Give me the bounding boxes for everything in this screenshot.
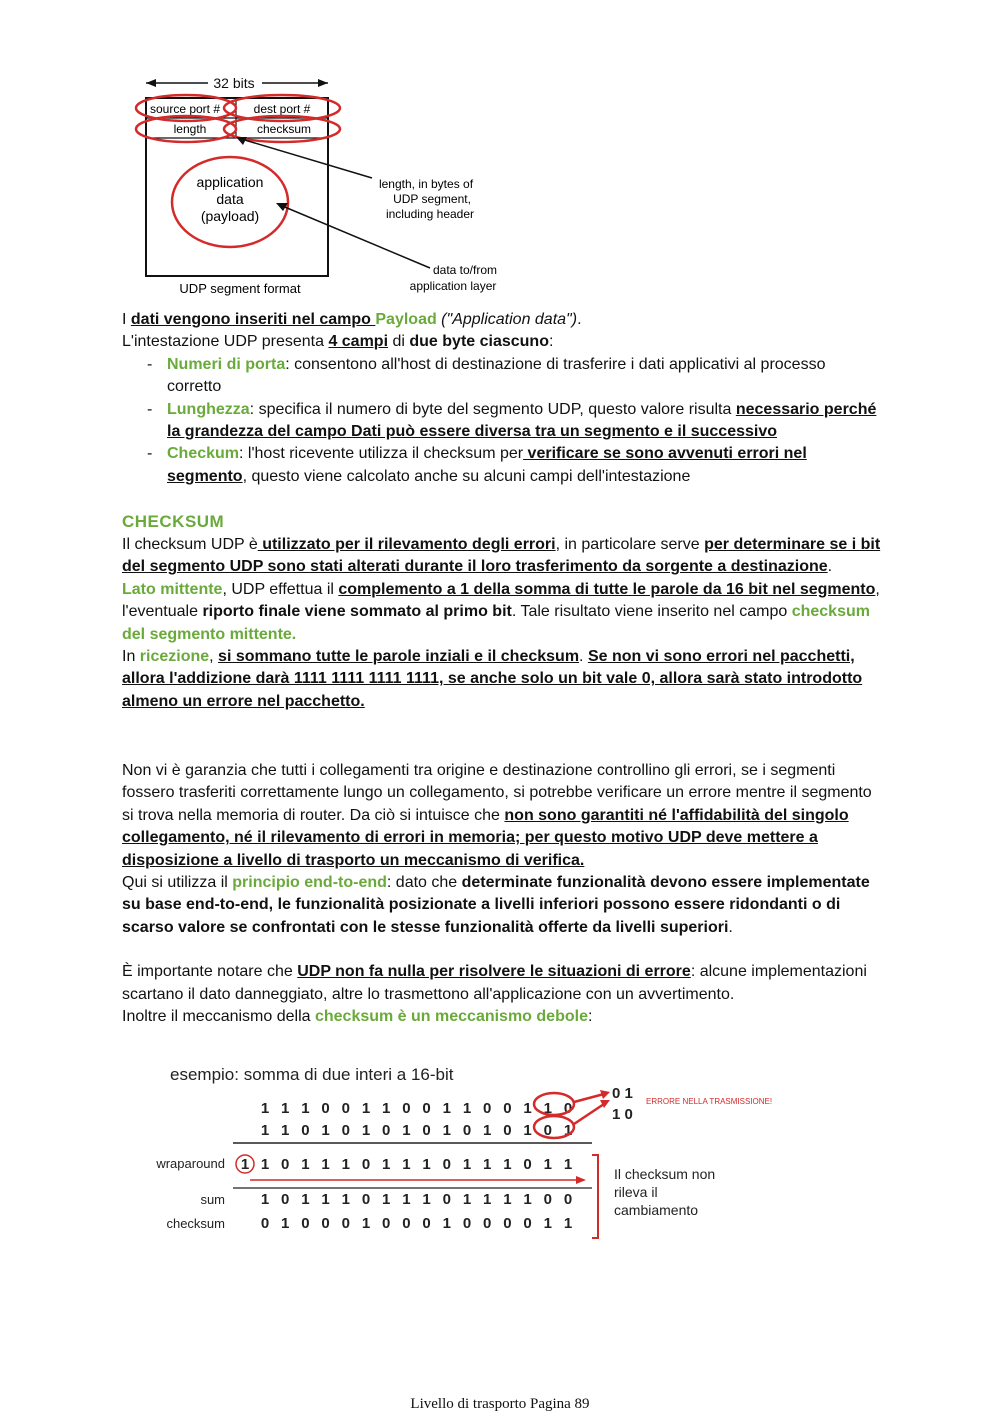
text-run: ricezione — [139, 648, 210, 666]
sum-row-bit: 1 — [341, 1191, 350, 1208]
intro-section — [122, 309, 882, 488]
sum-row-bit: 1 — [382, 1191, 391, 1208]
text-run: L'intestazione UDP presenta — [122, 333, 329, 351]
text-run: ("Application data") — [436, 311, 578, 328]
addend-1-row-bit: 1 — [543, 1100, 552, 1117]
checksum-row-bit: 0 — [462, 1215, 472, 1232]
wraparound-row-bit: 1 — [422, 1156, 431, 1173]
addend-1-row-bit: 1 — [442, 1100, 451, 1117]
wraparound-arrowhead — [576, 1176, 586, 1184]
text-run: necessario perché la grandezza del campo Dati può essere diversa tra un segmento e il successivo — [167, 400, 877, 441]
checksum-paragraph-1 — [122, 534, 882, 579]
checksum-row-bit: 1 — [442, 1215, 451, 1232]
addend-2-row-bit: 1 — [442, 1122, 451, 1139]
length-callout-arrow — [236, 137, 247, 145]
header-fields-list — [122, 354, 882, 488]
text-run: 4 campi — [328, 333, 389, 351]
altered-bits-1: 0 1 — [612, 1085, 633, 1102]
error-arrow-2 — [574, 1104, 604, 1124]
note-line-1: Il checksum non — [614, 1166, 716, 1182]
text-run: : alcune implementazioni scartano il dato danneggiato, altre lo trasmettono all'applicazione con un avvertimento. — [122, 963, 867, 1003]
checksum-row-bit: 0 — [301, 1215, 310, 1232]
wraparound-row-bit: 1 — [260, 1156, 270, 1173]
text-run: Inoltre il meccanismo della — [122, 1008, 315, 1026]
wraparound-row-bit: 1 — [402, 1156, 411, 1173]
text-run: Payload — [375, 311, 437, 328]
sum-row-bit: 1 — [523, 1191, 532, 1208]
wraparound-row-bit: 1 — [563, 1156, 573, 1173]
text-run: Il checksum UDP è — [122, 536, 258, 553]
payload-line-1: application — [196, 174, 264, 190]
checksum-label: checksum — [256, 122, 312, 136]
text-run: Qui si utilizza il — [122, 874, 233, 892]
wraparound-row-bit: 1 — [321, 1156, 330, 1173]
text-run: Se non vi sono errori nel pacchetti, allora l'addizione darà 1111 1111 1111 1111, se anche solo un bit vale 0, allora sarà stato introdotto almeno un errore nel pacchetto. — [122, 648, 863, 710]
sum-row-bit: 1 — [422, 1191, 431, 1208]
text-run: verificare se sono avvenuti errori nel segmento — [167, 445, 807, 485]
checksum-row-bit: 0 — [382, 1215, 391, 1232]
checksum-section — [122, 534, 882, 713]
addend-1-row-bit: 0 — [563, 1100, 573, 1117]
length-callout-line — [238, 138, 372, 178]
addend-2-row-bit: 1 — [281, 1122, 290, 1139]
text-run: . — [827, 558, 833, 576]
addend-2-row-bit: 0 — [543, 1122, 552, 1139]
addend-2-row-bit: 0 — [382, 1122, 391, 1139]
sum-row-bit: 0 — [543, 1191, 552, 1208]
udp-segment-diagram — [130, 70, 510, 305]
length-note-3: including header — [385, 207, 475, 221]
text-run: : consentono all'host di destinazione di trasferire i dati applicativi al processo corretto — [167, 355, 826, 396]
sum-row-bit: 1 — [321, 1191, 330, 1208]
dest-port-label: dest port # — [253, 102, 311, 116]
wraparound-row-bit: 1 — [543, 1156, 552, 1173]
diagram-caption: UDP segment format — [179, 281, 301, 296]
text-run: riporto finale viene sommato al primo bit — [202, 603, 512, 621]
addend-1-row-bit: 1 — [281, 1100, 290, 1117]
list-item — [122, 443, 882, 488]
wraparound-row-bit: 1 — [503, 1156, 512, 1173]
checksum-row-bit: 0 — [402, 1215, 411, 1232]
text-run: per determinare se i bit del segmento UDP sono stati alterati durante il loro trasferimento da sorgente a destinazione — [122, 536, 881, 576]
text-run: , in particolare serve — [555, 536, 705, 553]
wraparound-row-bit: 1 — [341, 1156, 350, 1173]
text-run: dati vengono inseriti nel campo — [130, 311, 376, 328]
checksum-row-label: checksum — [166, 1216, 225, 1231]
sum-row-bit: 0 — [361, 1191, 371, 1208]
sum-label: sum — [200, 1192, 225, 1207]
wraparound-row-bit: 0 — [281, 1156, 290, 1173]
wraparound-row-bit: 1 — [382, 1156, 391, 1173]
addend-1-row-bit: 0 — [321, 1100, 330, 1117]
addend-1-row-bit: 0 — [422, 1100, 431, 1117]
bits-label: 32 bits — [213, 75, 255, 91]
text-run: : — [548, 333, 554, 351]
payload-line-3: (payload) — [200, 208, 260, 224]
note-bracket — [592, 1155, 598, 1238]
sum-row-bit: 0 — [442, 1191, 451, 1208]
text-run: Non vi è garanzia che tutti i collegamenti tra origine e destinazione controllino gli errori, se i segmenti fossero trasferiti correttamente lungo un collegamento, si potrebbe verificare un errore mentre il segmento si trova nella memoria di router. Da ciò si intuisce che — [122, 762, 872, 824]
text-run: Lunghezza — [167, 400, 250, 418]
addend-2-row-bit: 0 — [341, 1122, 350, 1139]
error-arrow-1 — [574, 1094, 604, 1102]
sum-row-bit: 1 — [503, 1191, 512, 1208]
page-footer: Livello di trasporto Pagina 89 — [410, 1396, 590, 1412]
addend-2-row-bit: 1 — [260, 1122, 270, 1139]
text-run: , UDP effettua il — [222, 580, 339, 598]
list-item — [122, 354, 882, 399]
addend-1-row-bit: 1 — [361, 1100, 371, 1117]
text-run: . — [579, 648, 588, 666]
text-run: In — [122, 648, 140, 666]
bullet-dash: - — [147, 445, 153, 463]
addend-2-row-bit: 1 — [483, 1122, 492, 1139]
addend-2-row-bit: 1 — [361, 1122, 371, 1139]
checksum-row-bit: 0 — [321, 1215, 330, 1232]
length-label: length — [173, 122, 207, 136]
text-run: complemento a 1 della somma di tutte le parole da 16 bit nel segmento — [338, 580, 876, 598]
addend-1-row-bit: 1 — [301, 1100, 310, 1117]
text-run: Numeri di porta — [167, 355, 286, 373]
addend-1-row-bit: 0 — [341, 1100, 350, 1117]
length-note-1: length, in bytes of — [378, 177, 474, 191]
text-run: due byte ciascuno — [409, 333, 549, 351]
checksum-row-bit: 0 — [422, 1215, 431, 1232]
arrowhead-right — [318, 79, 328, 87]
data-note-2: application layer — [409, 279, 497, 293]
arrowhead-left — [146, 79, 156, 87]
sum-row-bit: 1 — [462, 1191, 472, 1208]
text-run: utilizzato per il rilevamento degli errori — [257, 536, 556, 553]
guarantee-paragraph-4 — [122, 1006, 882, 1028]
addend-2-row-bit: 0 — [503, 1122, 512, 1139]
wraparound-label: wraparound — [156, 1156, 225, 1171]
wraparound-row-bit: 1 — [483, 1156, 492, 1173]
checksum-row-bit: 0 — [503, 1215, 512, 1232]
addend-2-row-bit: 1 — [321, 1122, 330, 1139]
wraparound-row-bit: 1 — [301, 1156, 310, 1173]
addend-2-row-bit: 1 — [402, 1122, 411, 1139]
text-run: I — [122, 311, 131, 328]
error-arrowhead-1 — [600, 1090, 610, 1099]
text-run: : l'host ricevente utilizza il checksum per — [239, 445, 524, 463]
checksum-row-bit: 0 — [260, 1215, 270, 1232]
text-run: : specifica il numero di byte del segmento UDP, questo valore risulta — [249, 400, 736, 418]
addend-1-row-bit: 0 — [503, 1100, 512, 1117]
text-run: principio end-to-end — [232, 874, 387, 892]
altered-bits-2: 1 0 — [612, 1106, 633, 1123]
wraparound-row-bit: 0 — [442, 1156, 451, 1173]
payload-line-2: data — [216, 191, 244, 207]
addend-2-row-bit: 1 — [523, 1122, 532, 1139]
guarantee-section — [122, 760, 882, 1028]
text-run: , l'eventuale — [122, 580, 880, 621]
addend-1-row-bit: 1 — [260, 1100, 270, 1117]
binary-rows — [261, 1100, 572, 1232]
checksum-paragraph-2 — [122, 579, 882, 646]
addend-1-row-bit: 1 — [382, 1100, 391, 1117]
text-run: non sono garantiti né l'affidabilità del singolo collegamento, né il rilevamento di errori in memoria; per questo motivo UDP deve mettere a disposizione a livello di trasporto un meccanismo di verifica. — [122, 806, 849, 869]
text-run: , questo viene calcolato anche su alcuni campi dell'intestazione — [242, 467, 691, 485]
text-run: determinate funzionalità devono essere implementate su base end-to-end, le funzionalità posizionate a livelli inferiori possono essere ridondanti o di scarso valore se confrontati con le stesse funzionalità offerte da livelli superiori — [122, 874, 870, 936]
bullet-dash: - — [147, 400, 153, 418]
guarantee-paragraph-1 — [122, 760, 882, 872]
source-port-label: source port # — [149, 102, 221, 116]
wraparound-row-bit: 0 — [523, 1156, 532, 1173]
checksum-paragraph-3 — [122, 646, 882, 713]
guarantee-paragraph-2 — [122, 872, 882, 939]
checksum-row-bit: 0 — [341, 1215, 350, 1232]
text-run: checksum è un meccanismo debole — [314, 1008, 588, 1026]
checksum-row-bit: 1 — [281, 1215, 290, 1232]
example-title: esempio: somma di due interi a 16-bit — [170, 1065, 454, 1084]
note-line-3: cambiamento — [614, 1202, 699, 1218]
addend-1-row-bit: 1 — [523, 1100, 532, 1117]
addend-2-row-bit: 0 — [462, 1122, 472, 1139]
addend-1-row-bit: 0 — [402, 1100, 411, 1117]
text-run: , — [209, 648, 219, 666]
sum-row-bit: 1 — [301, 1191, 310, 1208]
sum-row-bit: 0 — [563, 1191, 573, 1208]
text-run: . Tale risultato viene inserito nel campo — [511, 603, 792, 621]
addend-2-row-bit: 0 — [422, 1122, 431, 1139]
note-line-2: rileva il — [614, 1184, 658, 1200]
error-label: ERRORE NELLA TRASMISSIONE! — [646, 1097, 773, 1106]
length-note-2: UDP segment, — [393, 192, 471, 206]
sum-row-bit: 1 — [260, 1191, 270, 1208]
wraparound-row-bit: 0 — [361, 1156, 371, 1173]
sum-row-bit: 1 — [483, 1191, 492, 1208]
addend-1-row-bit: 1 — [462, 1100, 472, 1117]
text-run: si sommano tutte le parole inziali e il checksum — [218, 648, 580, 666]
text-run: checksum del segmento mittente. — [122, 603, 870, 643]
intro-line-1 — [122, 309, 882, 331]
checksum-row-bit: 1 — [361, 1215, 371, 1232]
addend-2-row-bit: 0 — [301, 1122, 310, 1139]
text-run: : — [587, 1008, 593, 1026]
checksum-row-bit: 1 — [543, 1215, 552, 1232]
text-run: : dato che — [386, 874, 462, 892]
text-run: È importante notare che — [122, 963, 298, 981]
checksum-row-bit: 1 — [563, 1215, 573, 1232]
sum-row-bit: 0 — [281, 1191, 290, 1208]
checksum-row-bit: 0 — [483, 1215, 492, 1232]
text-run: . — [728, 918, 733, 936]
checksum-example-figure — [140, 1058, 820, 1248]
text-run: Lato mittente — [122, 580, 223, 598]
data-note-1: data to/from — [432, 263, 498, 277]
sum-row-bit: 1 — [402, 1191, 411, 1208]
checksum-row-bit: 0 — [523, 1215, 532, 1232]
text-run: . — [577, 311, 582, 328]
list-item — [122, 399, 882, 444]
intro-line-2 — [122, 331, 882, 353]
wraparound-row-bit: 1 — [462, 1156, 472, 1173]
guarantee-paragraph-3 — [122, 961, 882, 1006]
addend-1-row-bit: 0 — [483, 1100, 492, 1117]
text-run: UDP non fa nulla per risolvere le situazioni di errore — [297, 963, 691, 981]
carry-digit: 1 — [240, 1156, 250, 1173]
checksum-heading: CHECKSUM — [122, 512, 225, 531]
bullet-dash: - — [147, 355, 153, 373]
text-run: Checkum — [167, 445, 240, 463]
addend-2-row-bit: 1 — [563, 1122, 573, 1139]
text-run: di — [388, 333, 410, 351]
